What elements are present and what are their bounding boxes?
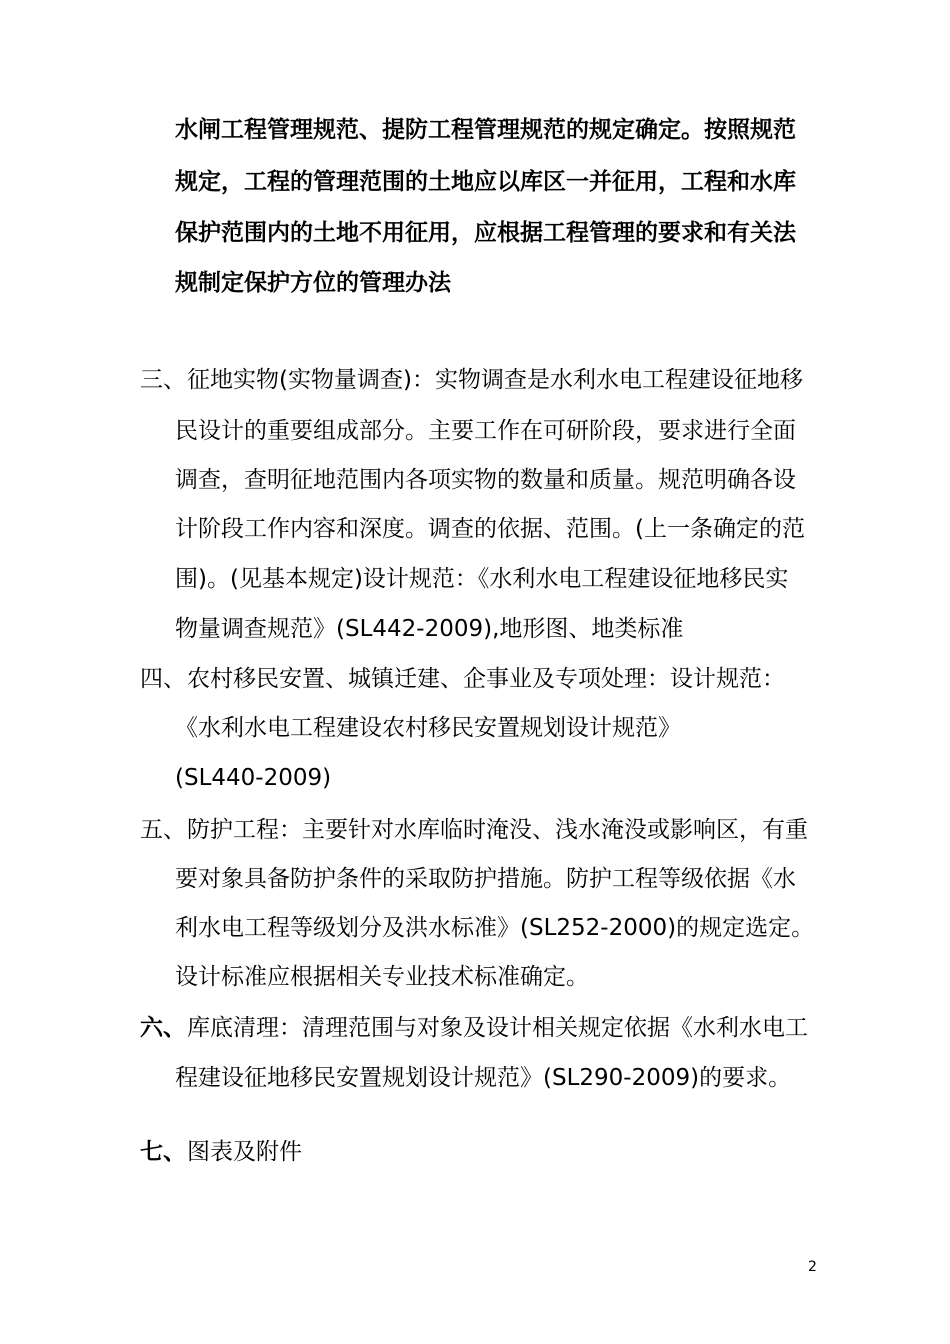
section-marker: 三、 [140,367,186,393]
section-line: 农村移民安置、城镇迁建、企事业及专项处理：设计规范： [187,666,785,692]
section-line: 利水电工程等级划分及洪水标准》(SL252-2000)的规定选定。 [175,915,815,941]
section-marker: 七、 [140,1139,186,1165]
section-line: 程建设征地移民安置规划设计规范》(SL290-2009)的要求。 [175,1065,792,1091]
section-line: 《水利水电工程建设农村移民安置规划设计规范》 [175,715,681,741]
section-line: 库底清理：清理范围与对象及设计相关规定依据《水利水电工 [187,1015,808,1041]
section-line: 要对象具备防护条件的采取防护措施。防护工程等级依据《水 [175,866,796,892]
intro-line: 规定，工程的管理范围的土地应以库区一并征用，工程和水库 [175,169,796,195]
intro-line: 保护范围内的土地不用征用，应根据工程管理的要求和有关法 [175,220,796,246]
section-marker: 六、 [140,1015,186,1041]
section-line: (SL440-2009) [175,765,332,791]
section-line: 计阶段工作内容和深度。调查的依据、范围。(上一条确定的范 [175,516,805,542]
section-marker: 四、 [140,666,186,692]
section-line: 物量调查规范》(SL442-2009),地形图、地类标准 [175,616,684,642]
section-line: 征地实物(实物量调查)：实物调查是水利水电工程建设征地移 [187,367,803,393]
section-line: 围)。(见基本规定)设计规范：《水利水电工程建设征地移民实 [175,566,789,592]
section-line: 图表及附件 [187,1139,302,1165]
section-line: 民设计的重要组成部分。主要工作在可研阶段，要求进行全面 [175,418,796,444]
section-line: 调查，查明征地范围内各项实物的数量和质量。规范明确各设 [175,467,796,493]
section-line: 防护工程：主要针对水库临时淹没、浅水淹没或影响区，有重 [187,817,808,843]
page-number: 2 [808,1259,817,1275]
section-line: 设计标准应根据相关专业技术标准确定。 [175,964,589,990]
section-marker: 五、 [140,817,186,843]
intro-line: 规制定保护方位的管理办法 [175,270,451,296]
intro-line: 水闸工程管理规范、提防工程管理规范的规定确定。按照规范 [175,117,796,143]
